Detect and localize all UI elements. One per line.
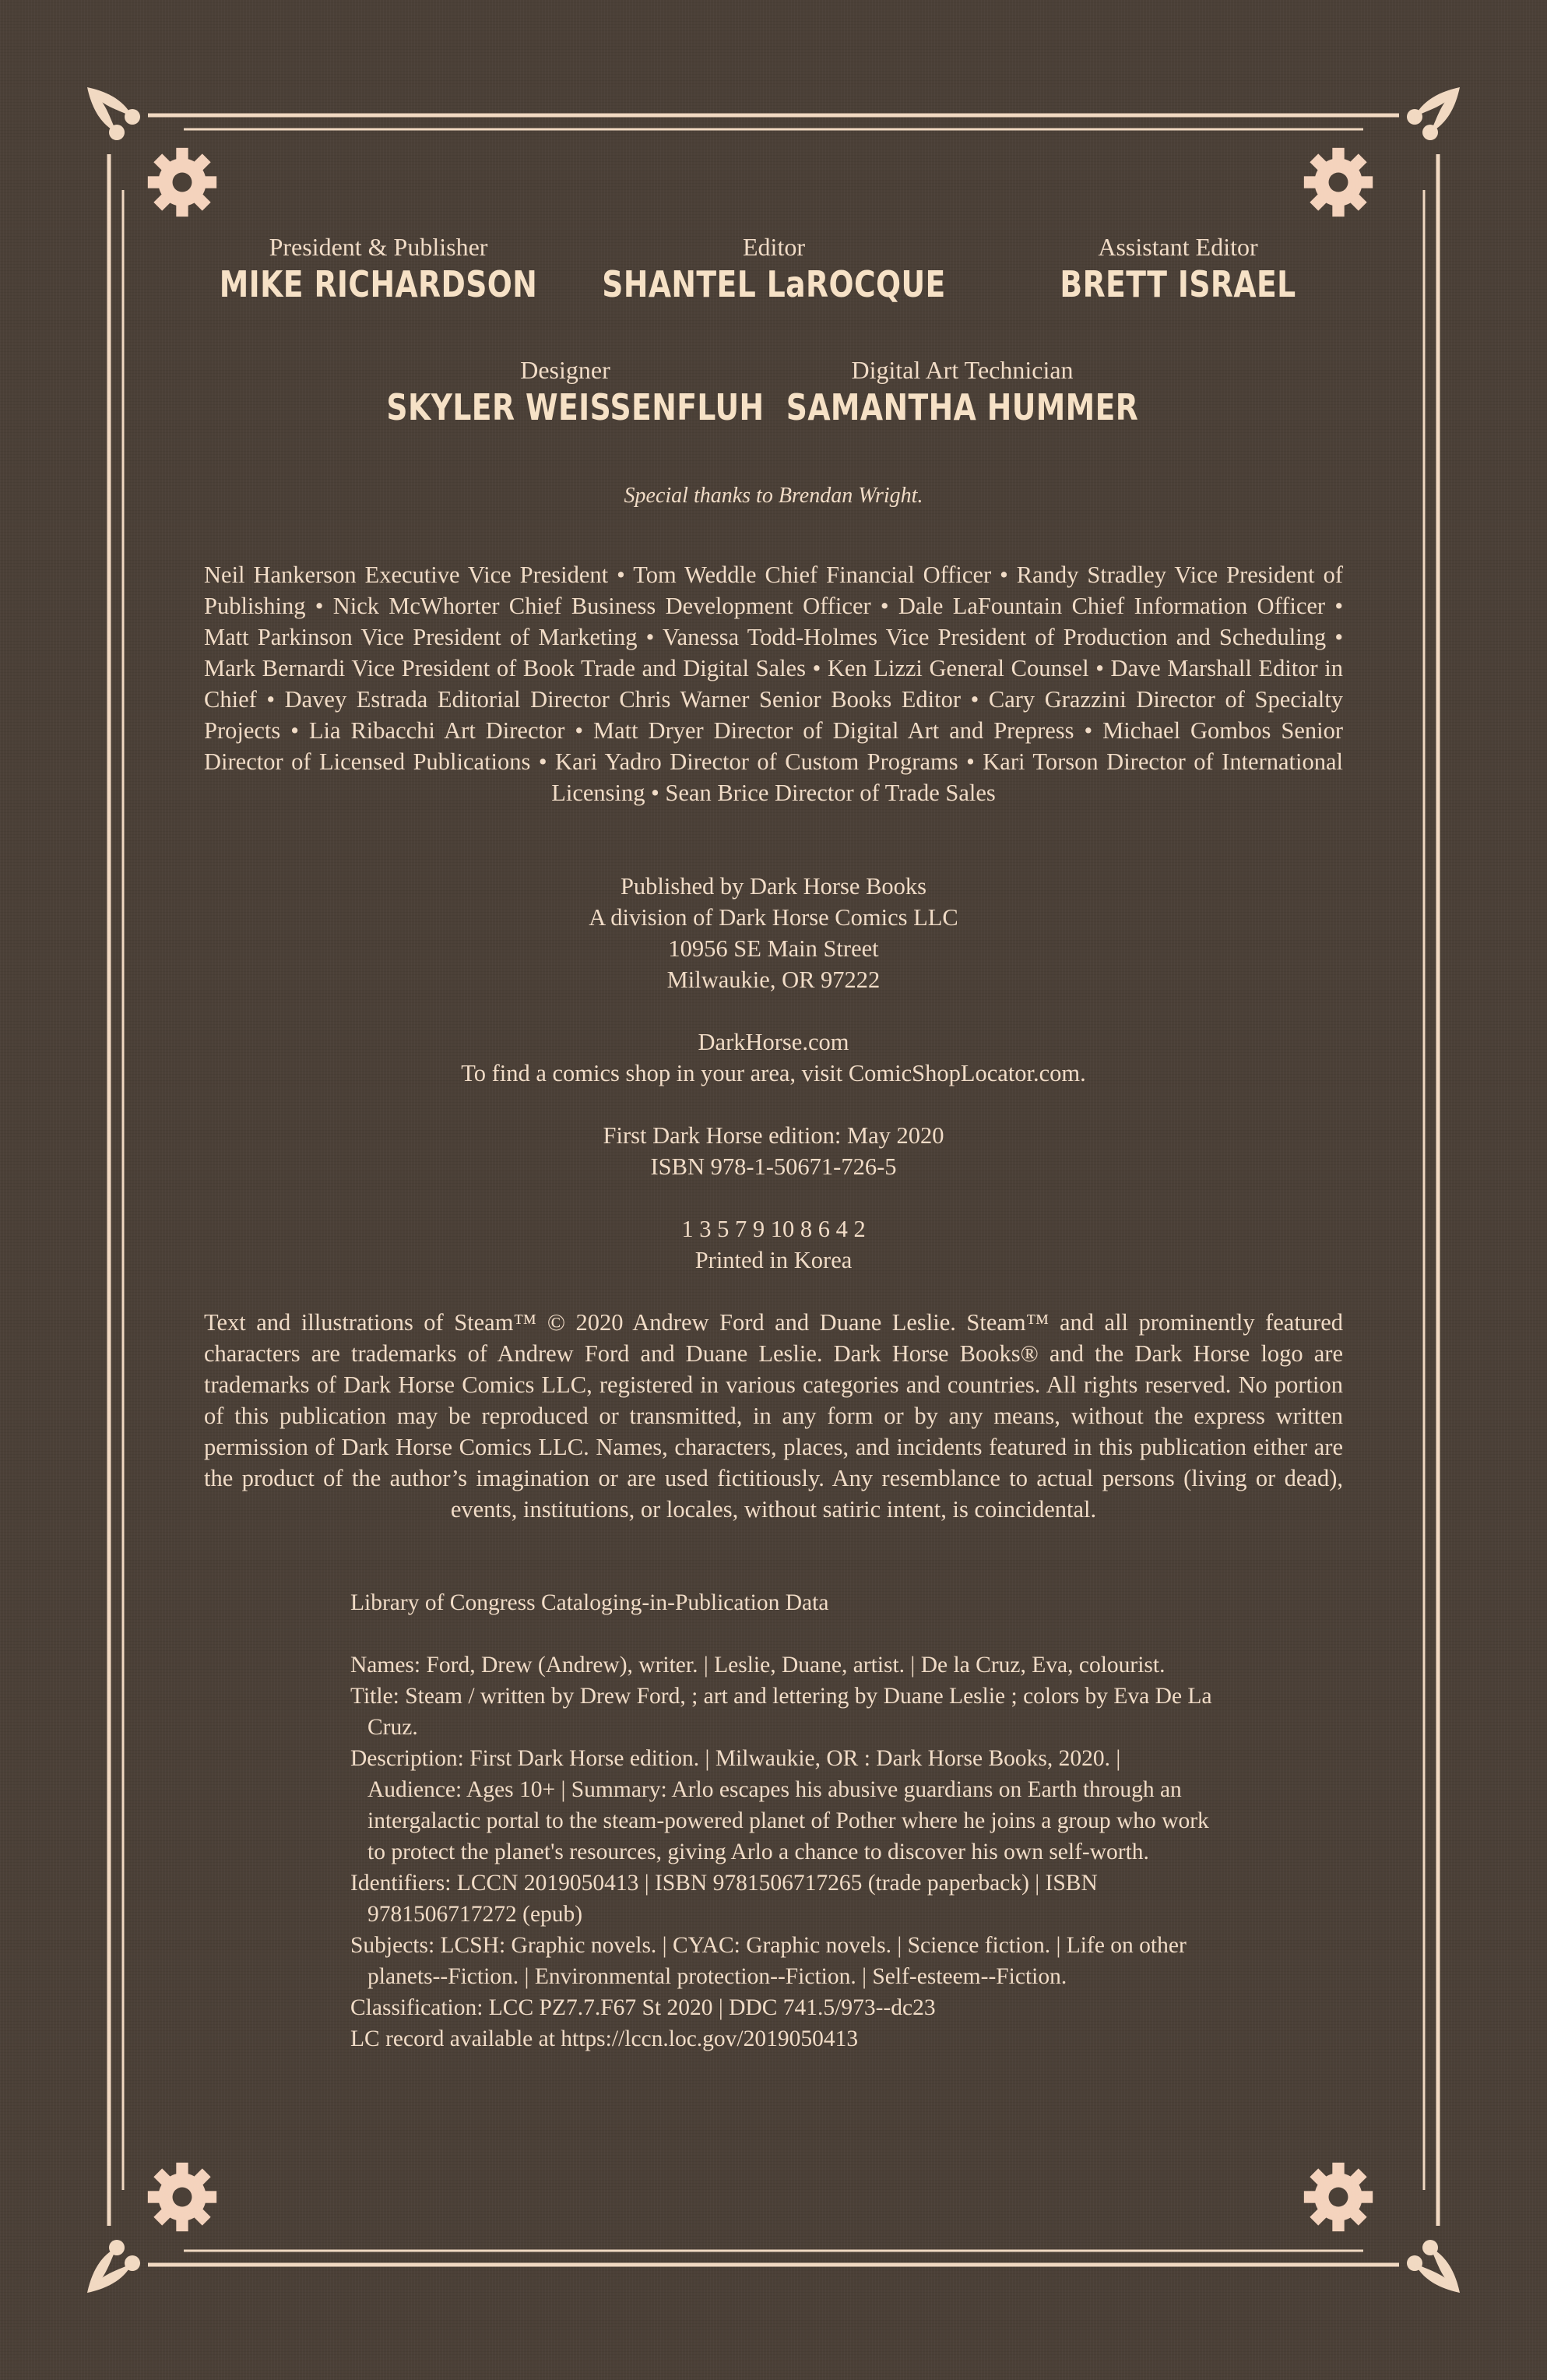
website-url: DarkHorse.com: [698, 1029, 849, 1055]
publisher-line: Published by Dark Horse Books: [620, 873, 927, 900]
credit-role: President & Publisher: [269, 233, 488, 261]
publisher-city: Milwaukie, OR 97222: [666, 966, 881, 993]
special-thanks: Special thanks to Brendan Wright.: [624, 484, 923, 508]
legal-notice: Text and illustrations of Steam™ © 2020 Andrew Ford and Duane Leslie. Steam™ and all prominently featured characters are trademarks of Andrew Ford and Duane Leslie. Dark Horse Books® and the Dark Horse logo are trademarks of Dark Horse Comics LLC, registered in various categories and countries. All rights reserved. No portion of this publication may be reproduced or transmitted, in any form or by any means, without the express written permission of Dark Horse Comics LLC. Names, characters, places, and incidents featured in this publication either are the product of the author’s imagination or are used fictitiously. Any resemblance to actual persons (living or dead), events, institutions, or locales, without satiric intent, is coincidental.: [204, 1309, 1343, 1523]
cip-subjects: Subjects: LCSH: Graphic novels. | CYAC: Graphic novels. | Science fiction. | Life on other planets--Fiction. | Environmental protection--Fiction. | Self-esteem--Fiction.: [350, 1933, 1187, 1989]
credit-name: SHANTEL LaROCQUE: [602, 263, 946, 306]
gear-icon: [1301, 145, 1376, 220]
credit-role: Assistant Editor: [1098, 233, 1258, 261]
printed-in: Printed in Korea: [694, 1247, 853, 1273]
credit-assistant-editor: [960, 234, 1396, 305]
credit-publisher: [160, 234, 596, 305]
credit-name: SKYLER WEISSENFLUH: [386, 386, 765, 429]
publisher-line: A division of Dark Horse Comics LLC: [589, 904, 958, 931]
gear-icon: [145, 145, 220, 220]
cip-lc-record: LC record available at https://lccn.loc.gov/2019050413: [350, 2026, 859, 2051]
printing-info: [204, 1213, 1343, 1276]
publisher-address: 10956 SE Main Street: [668, 935, 879, 962]
isbn-line: ISBN 978-1-50671-726-5: [650, 1153, 897, 1180]
credit-designer: [347, 357, 783, 428]
edition-line: First Dark Horse edition: May 2020: [603, 1122, 944, 1149]
publisher-info: [204, 871, 1343, 995]
cip-data: [350, 1587, 1215, 2054]
credit-name: BRETT ISRAEL: [1060, 263, 1296, 306]
credit-role: Designer: [520, 356, 610, 384]
shop-locator-note: To find a comics shop in your area, visit ComicShopLocator.com.: [461, 1060, 1086, 1086]
credit-digital-art-technician: [744, 357, 1180, 428]
credit-name: MIKE RICHARDSON: [219, 263, 538, 306]
credit-name: SAMANTHA HUMMER: [786, 386, 1139, 429]
staff-list: Neil Hankerson Executive Vice President • Tom Weddle Chief Financial Officer • Randy Stradley Vice President of Publishing • Nick McWhorter Chief Business Development Officer • Dale LaFountain Chief Information Officer • Matt Parkinson Vice President of Marketing • Vanessa Todd-Holmes Vice President of Production and Scheduling • Mark Bernardi Vice President of Book Trade and Digital Sales • Ken Lizzi General Counsel • Dave Marshall Editor in Chief • Davey Estrada Editorial Director Chris Warner Senior Books Editor • Cary Grazzini Director of Specialty Projects • Lia Ribacchi Art Director • Matt Dryer Director of Digital Art and Prepress • Michael Gombos Senior Director of Licensed Publications • Kari Yadro Director of Custom Programs • Kari Torson Director of International Licensing • Sean Brice Director of Trade Sales: [204, 562, 1343, 806]
credit-editor: [556, 234, 992, 305]
gear-icon: [145, 2160, 220, 2234]
cip-title: Title: Steam / written by Drew Ford, ; art and lettering by Duane Leslie ; colors by Eva De La Cruz.: [350, 1684, 1212, 1740]
credit-role: Digital Art Technician: [851, 356, 1074, 384]
cip-description: Description: First Dark Horse edition. | Milwaukie, OR : Dark Horse Books, 2020. | Audience: Ages 10+ | Summary: Arlo escapes his abusive guardians on Earth through an intergalactic portal to the steam-powered planet of Pother where he joins a group who work to protect the planet's resources, giving Arlo a chance to discover his own self-worth.: [350, 1746, 1209, 1864]
gear-icon: [1301, 2160, 1376, 2234]
credit-role: Editor: [743, 233, 805, 261]
website-info: [204, 1026, 1343, 1089]
cip-classification: Classification: LCC PZ7.7.F67 St 2020 | DDC 741.5/973--dc23: [350, 1995, 936, 2020]
edition-info: [204, 1120, 1343, 1182]
cip-identifiers: Identifiers: LCCN 2019050413 | ISBN 9781506717265 (trade paperback) | ISBN 9781506717272 (epub): [350, 1871, 1098, 1927]
cip-names: Names: Ford, Drew (Andrew), writer. | Leslie, Duane, artist. | De la Cruz, Eva, colourist.: [350, 1653, 1166, 1678]
cip-heading: Library of Congress Cataloging-in-Publication Data: [350, 1590, 829, 1615]
printing-numbers: 1 3 5 7 9 10 8 6 4 2: [681, 1216, 866, 1242]
